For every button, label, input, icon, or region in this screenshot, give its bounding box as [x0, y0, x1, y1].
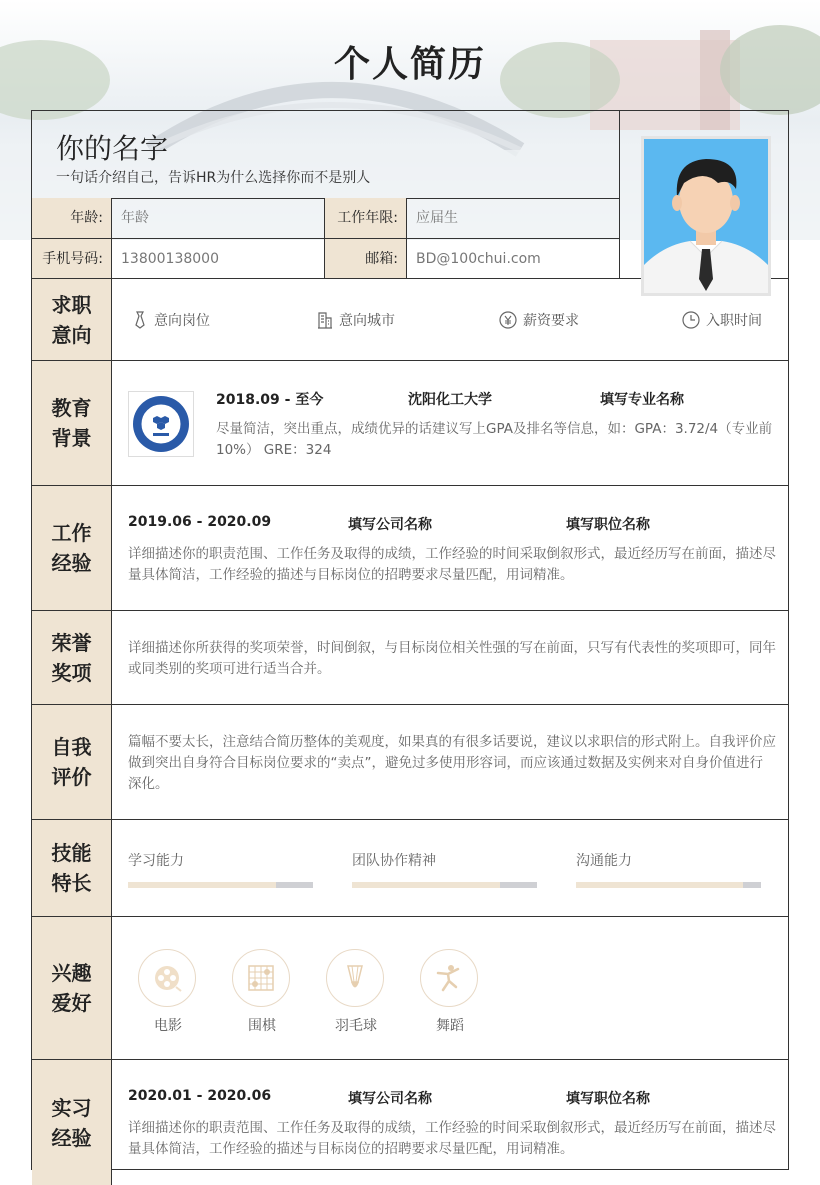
internship-body	[112, 1060, 788, 1185]
phone-value[interactable]: 13800138000	[112, 239, 325, 278]
intent-start-date-label: 入职时间	[706, 312, 762, 329]
internship-position[interactable]: 填写职位名称	[566, 1091, 650, 1107]
hobby-item[interactable]	[420, 949, 480, 1035]
yuan-coin-icon	[499, 311, 517, 329]
section-work-experience	[32, 486, 788, 611]
skill-bar-fill	[128, 882, 276, 888]
job-intent-body	[112, 279, 788, 360]
hobby-icon-circle	[420, 949, 478, 1007]
work-period[interactable]: 2019.06 - 2020.09	[128, 514, 272, 530]
skill-bar-fill	[576, 882, 743, 888]
skill-name: 沟通能力	[576, 853, 632, 869]
self-eval-body	[112, 705, 788, 819]
candidate-tagline[interactable]: 一句话介绍自己，告诉HR为什么选择你而不是别人	[56, 170, 371, 186]
education-label: 教育背景	[51, 396, 92, 450]
intent-salary[interactable]	[499, 310, 682, 330]
years-value[interactable]: 应届生	[407, 198, 620, 238]
education-period[interactable]: 2018.09 - 至今	[216, 392, 324, 408]
work-label: 工作经验	[51, 521, 92, 575]
hobby-item[interactable]	[232, 949, 292, 1035]
skill-name: 学习能力	[128, 853, 184, 869]
profile-header	[32, 111, 788, 279]
job-intent-label-cell	[32, 279, 112, 360]
hobby-label: 电影	[154, 1018, 182, 1034]
skill-bar-fill	[352, 882, 500, 888]
university-seal-icon	[131, 394, 191, 454]
section-honors	[32, 611, 788, 705]
skill-item	[576, 850, 761, 888]
section-hobbies	[32, 917, 788, 1060]
avatar[interactable]	[641, 136, 771, 296]
honors-label: 荣誉奖项	[51, 630, 92, 685]
section-job-intent	[32, 279, 788, 361]
years-label: 工作年限:	[325, 198, 407, 238]
work-body	[112, 486, 788, 610]
hobby-item[interactable]	[326, 949, 386, 1035]
section-skills	[32, 820, 788, 917]
intent-salary-label: 薪资要求	[523, 312, 579, 329]
self-eval-label-cell	[32, 705, 112, 819]
honors-description[interactable]: 详细描述你所获得的奖项荣誉，时间倒叙，与目标岗位相关性强的写在前面，只写有代表性的奖项即可，同年或同类别的奖项可进行适当合并。	[128, 640, 776, 677]
work-position[interactable]: 填写职位名称	[566, 517, 650, 533]
basic-info-grid	[32, 198, 620, 278]
hobby-label: 舞蹈	[436, 1018, 464, 1034]
education-major[interactable]: 填写专业名称	[600, 392, 684, 408]
intent-city-label: 意向城市	[339, 312, 395, 329]
skill-bar	[128, 882, 313, 888]
self-eval-label: 自我评价	[51, 735, 92, 789]
skills-label: 技能特长	[51, 841, 92, 895]
email-label: 邮箱:	[325, 239, 407, 278]
shuttlecock-icon	[340, 963, 370, 993]
honors-label-cell	[32, 611, 112, 704]
education-body	[112, 361, 788, 485]
work-company[interactable]: 填写公司名称	[348, 517, 432, 533]
photo-cell	[620, 111, 789, 278]
age-value[interactable]: 年龄	[112, 198, 325, 238]
job-intent-row	[112, 279, 788, 360]
clock-icon	[682, 311, 700, 329]
work-label-cell	[32, 486, 112, 610]
info-row-contact	[32, 238, 620, 278]
section-internship	[32, 1060, 788, 1185]
info-row-age	[32, 198, 620, 238]
hobby-item[interactable]	[138, 949, 198, 1035]
section-education	[32, 361, 788, 486]
hobby-icon-circle	[232, 949, 290, 1007]
self-eval-description[interactable]: 篇幅不要太长，注意结合简历整体的美观度，如果真的有很多话要说，建议以求职信的形式附上。自我评价应做到突出自身符合目标岗位要求的“卖点”，避免过多使用形容词，而应该通过数据及实例来对自身价值进行深化。	[128, 734, 776, 792]
skill-item	[352, 850, 537, 888]
skill-name: 团队协作精神	[352, 853, 436, 869]
internship-company[interactable]: 填写公司名称	[348, 1091, 432, 1107]
email-value[interactable]: BD@100chui.com	[407, 239, 620, 278]
university-logo	[128, 391, 194, 457]
skill-item	[128, 850, 313, 888]
intent-position-label: 意向岗位	[154, 312, 210, 329]
resume-sheet	[31, 110, 789, 1170]
hobby-label: 羽毛球	[335, 1018, 377, 1034]
candidate-name[interactable]: 你的名字	[56, 132, 169, 165]
building-icon	[317, 311, 333, 329]
tie-icon	[132, 311, 148, 329]
intent-position[interactable]	[132, 310, 317, 330]
hobby-icon-circle	[138, 949, 196, 1007]
job-intent-label: 求职意向	[51, 292, 92, 347]
section-self-evaluation	[32, 705, 788, 820]
skills-body	[112, 820, 788, 916]
education-label-cell	[32, 361, 112, 485]
internship-label: 实习经验	[51, 1095, 92, 1150]
phone-label: 手机号码:	[32, 239, 112, 278]
age-label: 年龄:	[32, 198, 112, 238]
intent-city[interactable]	[317, 310, 499, 330]
hobby-icon-circle	[326, 949, 384, 1007]
education-description[interactable]: 尽量简洁，突出重点，成绩优异的话建议写上GPA及排名等信息，如：GPA：3.72/4（专业前10%） GRE：324	[216, 421, 773, 458]
internship-description[interactable]: 详细描述你的职责范围、工作任务及取得的成绩，工作经验的时间采取倒叙形式，最近经历写在前面，描述尽量具体简洁，工作经验的描述与目标岗位的招聘要求尽量匹配，用词精准。	[128, 1120, 776, 1157]
hobby-label: 围棋	[248, 1018, 276, 1034]
film-reel-icon	[152, 963, 182, 993]
skills-label-cell	[32, 820, 112, 916]
education-school[interactable]: 沈阳化工大学	[408, 392, 492, 408]
internship-period[interactable]: 2020.01 - 2020.06	[128, 1088, 272, 1104]
intent-start-date[interactable]	[682, 310, 762, 330]
dancer-icon	[434, 963, 464, 993]
internship-label-cell	[32, 1060, 112, 1185]
work-description[interactable]: 详细描述你的职责范围、工作任务及取得的成绩，工作经验的时间采取倒叙形式，最近经历写在前面，描述尽量具体简洁，工作经验的描述与目标岗位的招聘要求尽量匹配，用词精准。	[128, 546, 776, 583]
avatar-illustration-icon	[644, 139, 768, 293]
go-board-icon	[246, 963, 276, 993]
hobbies-label-cell	[32, 917, 112, 1059]
honors-body	[112, 611, 788, 704]
skill-bar	[352, 882, 537, 888]
skill-bar	[576, 882, 761, 888]
page-title: 个人简历	[333, 44, 486, 85]
name-box	[32, 111, 620, 199]
hobbies-body	[112, 917, 788, 1059]
hobbies-label: 兴趣爱好	[51, 961, 92, 1015]
